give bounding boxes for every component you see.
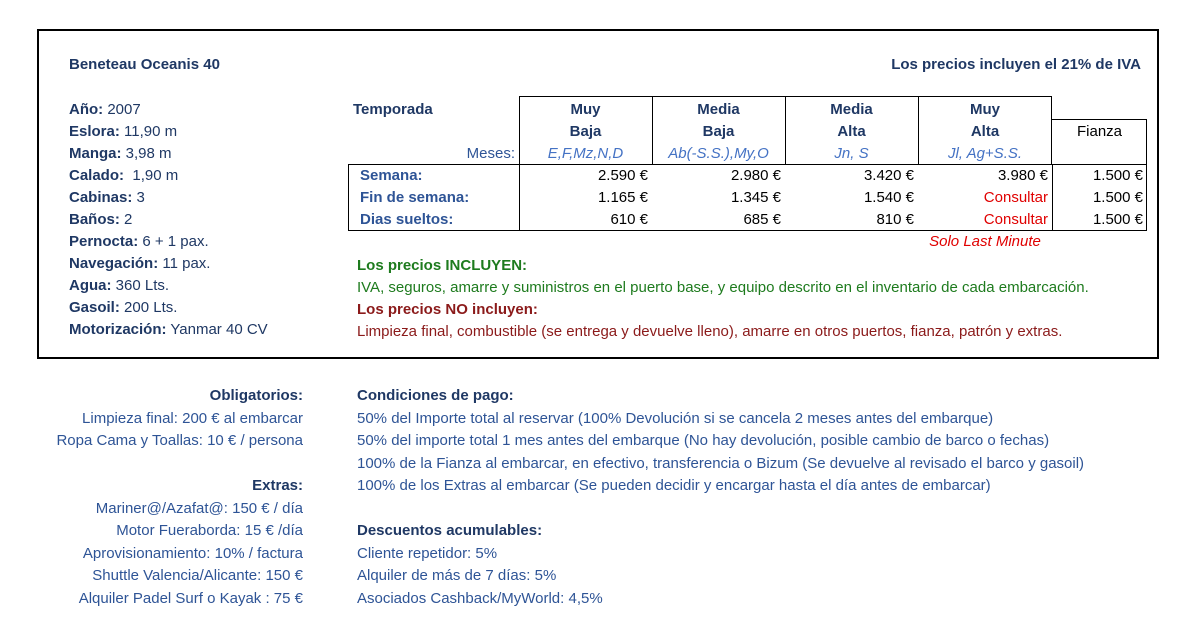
- not-includes-text: Limpieza final, combustible (se entrega y devuelve lleno), amarre en otros puertos, fianza, patrón y extras.: [357, 323, 1063, 340]
- spec-length: Eslora: 11,90 m: [69, 123, 178, 140]
- price-weekend-3: 1.540 €: [863, 189, 914, 206]
- spacer: [357, 498, 1084, 521]
- pago-item: 100% de los Extras al embarcar (Se pueden decidir y encargar hasta el día antes de embarcar): [357, 477, 991, 494]
- includes-text: IVA, seguros, amarre y suministros en el puerto base, y equipo descrito en el inventario de cada embarcación.: [357, 279, 1089, 296]
- extra-item: Aprovisionamiento: 10% / factura: [82, 544, 303, 562]
- price-week-4: 3.980 €: [997, 167, 1048, 184]
- extra-item: Motor Fueraborda: 15 € /día: [116, 522, 303, 539]
- price-week-3: 3.420 €: [863, 167, 914, 184]
- temporada-label: Temporada: [353, 101, 433, 118]
- fianza-days: 1.500 €: [1092, 211, 1143, 228]
- meses-label: Meses:: [466, 145, 515, 162]
- obligatorio-item: Limpieza final: 200 € al embarcar: [82, 409, 303, 427]
- extra-item: Shuttle Valencia/Alicante: 150 €: [92, 567, 303, 584]
- spec-baths: Baños: 2: [69, 211, 133, 228]
- extras-title: Extras:: [252, 477, 303, 494]
- fianza-weekend: 1.500 €: [1092, 189, 1143, 206]
- spacer: [56, 453, 303, 476]
- spec-water: Agua: 360 Lts.: [69, 277, 170, 294]
- extras-column: [56, 385, 303, 610]
- price-days-2: 685 €: [743, 211, 781, 228]
- descuento-item: Alquiler de más de 7 días: 5%: [357, 567, 557, 584]
- season-3-line2: Alta: [837, 123, 866, 140]
- row-week-label: Semana:: [360, 167, 423, 184]
- solo-last-minute: Solo Last Minute: [929, 233, 1041, 250]
- boat-title: Beneteau Oceanis 40: [69, 56, 220, 73]
- pago-item: 50% del Importe total al reservar (100% Devolución si se cancela 2 meses antes del embarque): [357, 409, 994, 427]
- season-4-line1: Muy: [970, 101, 1000, 118]
- spec-diesel: Gasoil: 200 Lts.: [69, 299, 178, 316]
- pago-item: 100% de la Fianza al embarcar, en efectivo, transferencia o Bizum (Se devuelve al revisado el barco y gasoil): [357, 454, 1085, 472]
- price-week-1: 2.590 €: [597, 167, 648, 184]
- price-days-1: 610 €: [610, 211, 648, 228]
- spec-engine: Motorización: Yanmar 40 CV: [69, 321, 268, 338]
- conditions-column: [357, 385, 1084, 610]
- season-2-months: Ab(-S.S.),My,O: [668, 145, 769, 162]
- descuento-item: Asociados Cashback/MyWorld: 4,5%: [357, 589, 603, 607]
- spec-year: Año: 2007: [69, 101, 141, 118]
- row-days-label: Dias sueltos:: [360, 211, 454, 228]
- boat-specs: [69, 99, 268, 341]
- not-includes-title: Los precios NO incluyen:: [357, 301, 538, 318]
- season-3-line1: Media: [830, 101, 873, 118]
- season-2-line2: Baja: [702, 123, 735, 140]
- extra-item: Alquiler Padel Surf o Kayak : 75 €: [78, 589, 303, 607]
- price-weekend-2: 1.345 €: [730, 189, 781, 206]
- season-4-line2: Alta: [970, 123, 1000, 140]
- spec-draft: Calado: 1,90 m: [69, 167, 179, 184]
- obligatorio-item: Ropa Cama y Toallas: 10 € / persona: [56, 432, 303, 449]
- season-4-months: Jl, Ag+S.S.: [947, 145, 1023, 162]
- season-1-line1: Muy: [570, 101, 601, 118]
- extra-item: Mariner@/Azafat@: 150 € / día: [95, 499, 303, 517]
- spec-beam: Manga: 3,98 m: [69, 145, 172, 162]
- descuento-item: Cliente repetidor: 5%: [357, 544, 498, 562]
- season-1-months: E,F,Mz,N,D: [547, 145, 624, 162]
- pago-title: Condiciones de pago:: [357, 387, 514, 404]
- price-week-2: 2.980 €: [730, 167, 781, 184]
- rental-info-box: [37, 29, 1159, 359]
- includes-title: Los precios INCLUYEN:: [357, 257, 528, 274]
- price-days-3: 810 €: [876, 211, 914, 228]
- obligatorios-title: Obligatorios:: [209, 387, 303, 404]
- spec-navigation: Navegación: 11 pax.: [69, 255, 211, 272]
- season-2-line1: Media: [697, 101, 740, 118]
- pago-item: 50% del importe total 1 mes antes del embarque (No hay devolución, posible cambio de barco o fechas): [357, 432, 1050, 449]
- season-1-line2: Baja: [569, 123, 602, 140]
- spec-cabins: Cabinas: 3: [69, 189, 145, 206]
- iva-note: Los precios incluyen el 21% de IVA: [891, 56, 1141, 73]
- fianza-week: 1.500 €: [1092, 167, 1143, 184]
- price-weekend-1: 1.165 €: [597, 189, 648, 206]
- season-3-months: Jn, S: [834, 145, 869, 162]
- price-weekend-4: Consultar: [983, 189, 1048, 206]
- descuentos-title: Descuentos acumulables:: [357, 522, 543, 539]
- row-weekend-label: Fin de semana:: [360, 189, 470, 206]
- spec-berths: Pernocta: 6 + 1 pax.: [69, 233, 209, 250]
- price-days-4: Consultar: [983, 211, 1048, 228]
- fianza-label: Fianza: [1076, 123, 1123, 140]
